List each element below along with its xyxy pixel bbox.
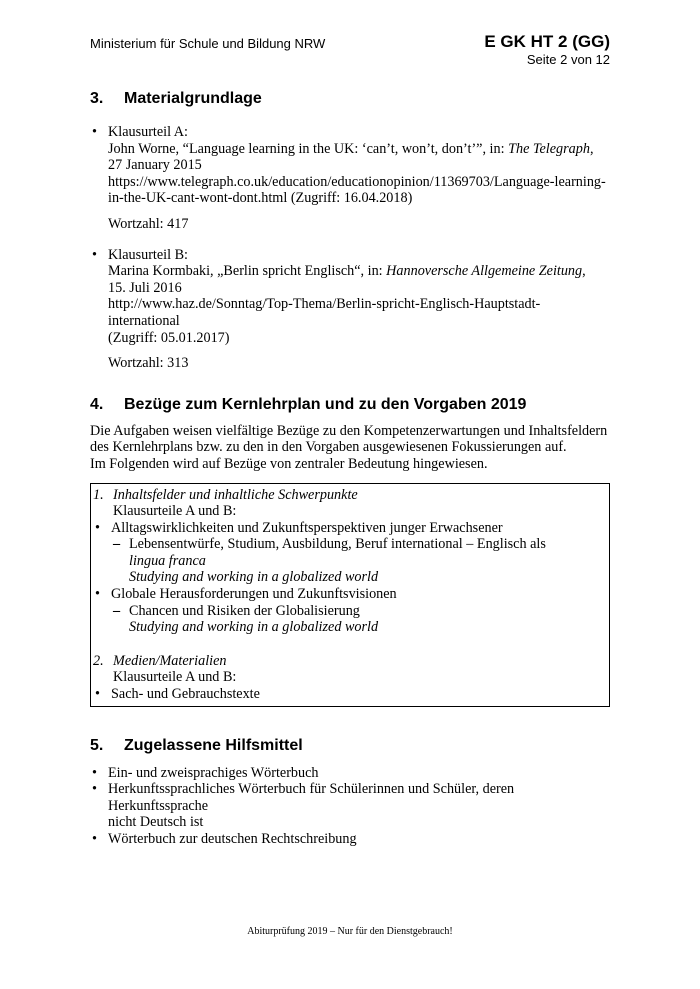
material-item-b [90,247,610,347]
aids-list [90,765,610,848]
material-a-wordcount: Wortzahl: 417 [108,215,189,232]
box-point-1-subheading: Klausurteile A und B: [113,503,237,520]
section-4-intro-line-1: Die Aufgaben weisen vielfältige Bezüge zu den Kompetenzerwartungen und Inhaltsfeldern [90,422,608,439]
aids-item-spelling-dictionary: • Wörterbuch zur deutschen Rechtschreibung [90,831,610,848]
box-dash-item-life-plans: – Lebensentwürfe, Studium, Ausbildung, Beruf international – Englisch als lingua franca Studying and working in a globalized world [111,536,603,586]
material-list [90,124,610,207]
box-point-2-list [93,686,603,703]
box-point-2-subheading: Klausurteile A und B: [113,669,237,686]
box-focus-1: Studying and working in a globalized world [129,569,379,586]
section-5-heading [90,737,610,755]
box-dash-list-2 [111,603,603,636]
material-b-url: http://www.haz.de/Sonntag/Top-Thema/Berlin-spricht-Englisch-Hauptstadt-international [108,296,541,329]
section-4-body [90,423,610,707]
box-point-1-number: 1. [93,486,104,503]
section-3-body [90,124,610,372]
material-b-access: (Zugriff: 05.01.2017) [108,329,230,346]
material-b-citation: Marina Kormbaki, „Berlin spricht Englisch“, in: Hannoversche Allgemeine Zeitung, [108,263,586,280]
header-ministry: Ministerium für Schule und Bildung NRW [90,36,326,51]
material-a-date: 27 January 2015 [108,157,202,174]
section-4-title: Bezüge zum Kernlehrplan und zu den Vorgaben 2019 [124,395,527,413]
box-bullet-texts: • Sach- und Gebrauchstexte [93,686,603,703]
box-point-1-heading [93,487,603,504]
box-bullet-everyday-realities: • Alltagswirklichkeiten und Zukunftsperspektiven junger Erwachsener – Lebensentwürfe, Studium, Ausbildung, Beruf international – Englisch als lingua franca Studying and working in a globalized world [93,520,603,586]
material-a-citation: John Worne, “Language learning in the UK: ‘can’t, won’t, don’t’”, in: The Telegraph, [108,140,594,157]
header-exam-code: E GK HT 2 (GG) [484,32,610,51]
box-point-1-list [93,520,603,636]
box-point-2-heading [93,653,603,670]
curriculum-references-box [90,483,610,707]
section-4-number: 4. [90,395,104,413]
box-dash-item-globalization: – Chancen und Risiken der Globalisierung Studying and working in a globalized world [111,603,603,636]
material-a-url: https://www.telegraph.co.uk/education/educationopinion/11369703/Language-learning- [108,173,606,190]
page-footer: Abiturprüfung 2019 – Nur für den Dienstgebrauch! [247,926,453,937]
header-page-number: Seite 2 von 12 [526,52,610,67]
section-3-number: 3. [90,90,104,107]
box-point-2-number: 2. [93,652,104,669]
section-3-title: Materialgrundlage [124,90,262,107]
section-5-title: Zugelassene Hilfsmittel [124,736,303,754]
aids-item-heritage-dictionary: • Herkunftssprachliches Wörterbuch für Schülerinnen und Schüler, deren Herkunftssprache nicht Deutsch ist [90,781,610,831]
section-4-intro-line-2: des Kernlehrplans bzw. zu den in den Vorgaben ausgewiesenen Fokussierungen auf. [90,439,567,456]
material-item-a [90,124,610,207]
aids-item-dictionary: • Ein- und zweisprachiges Wörterbuch [90,765,610,782]
box-point-2-title: Medien/Materialien [113,652,227,669]
material-b-label: • Klausurteil B: [108,246,188,263]
section-4-intro-line-3: Im Folgenden wird auf Bezüge von zentraler Bedeutung hingewiesen. [90,455,488,472]
section-4-heading [90,396,610,414]
section-3-heading [90,90,610,108]
box-bullet-global-challenges: • Globale Herausforderungen und Zukunftsvisionen – Chancen und Risiken der Globalisierung Studying and working in a globalized world [93,586,603,636]
section-5-number: 5. [90,736,104,754]
page-content [90,90,610,848]
box-dash-list-1 [111,536,603,586]
material-list-b [90,247,610,347]
material-a-label: • Klausurteil A: [108,124,188,140]
material-b-date: 15. Juli 2016 [108,279,182,296]
box-point-1-title: Inhaltsfelder und inhaltliche Schwerpunkte [113,486,358,503]
box-focus-2: Studying and working in a globalized world [129,619,379,636]
material-a-access: in-the-UK-cant-wont-dont.html (Zugriff: 16.04.2018) [108,190,413,207]
section-5-body [90,765,610,848]
material-b-wordcount: Wortzahl: 313 [108,355,189,372]
